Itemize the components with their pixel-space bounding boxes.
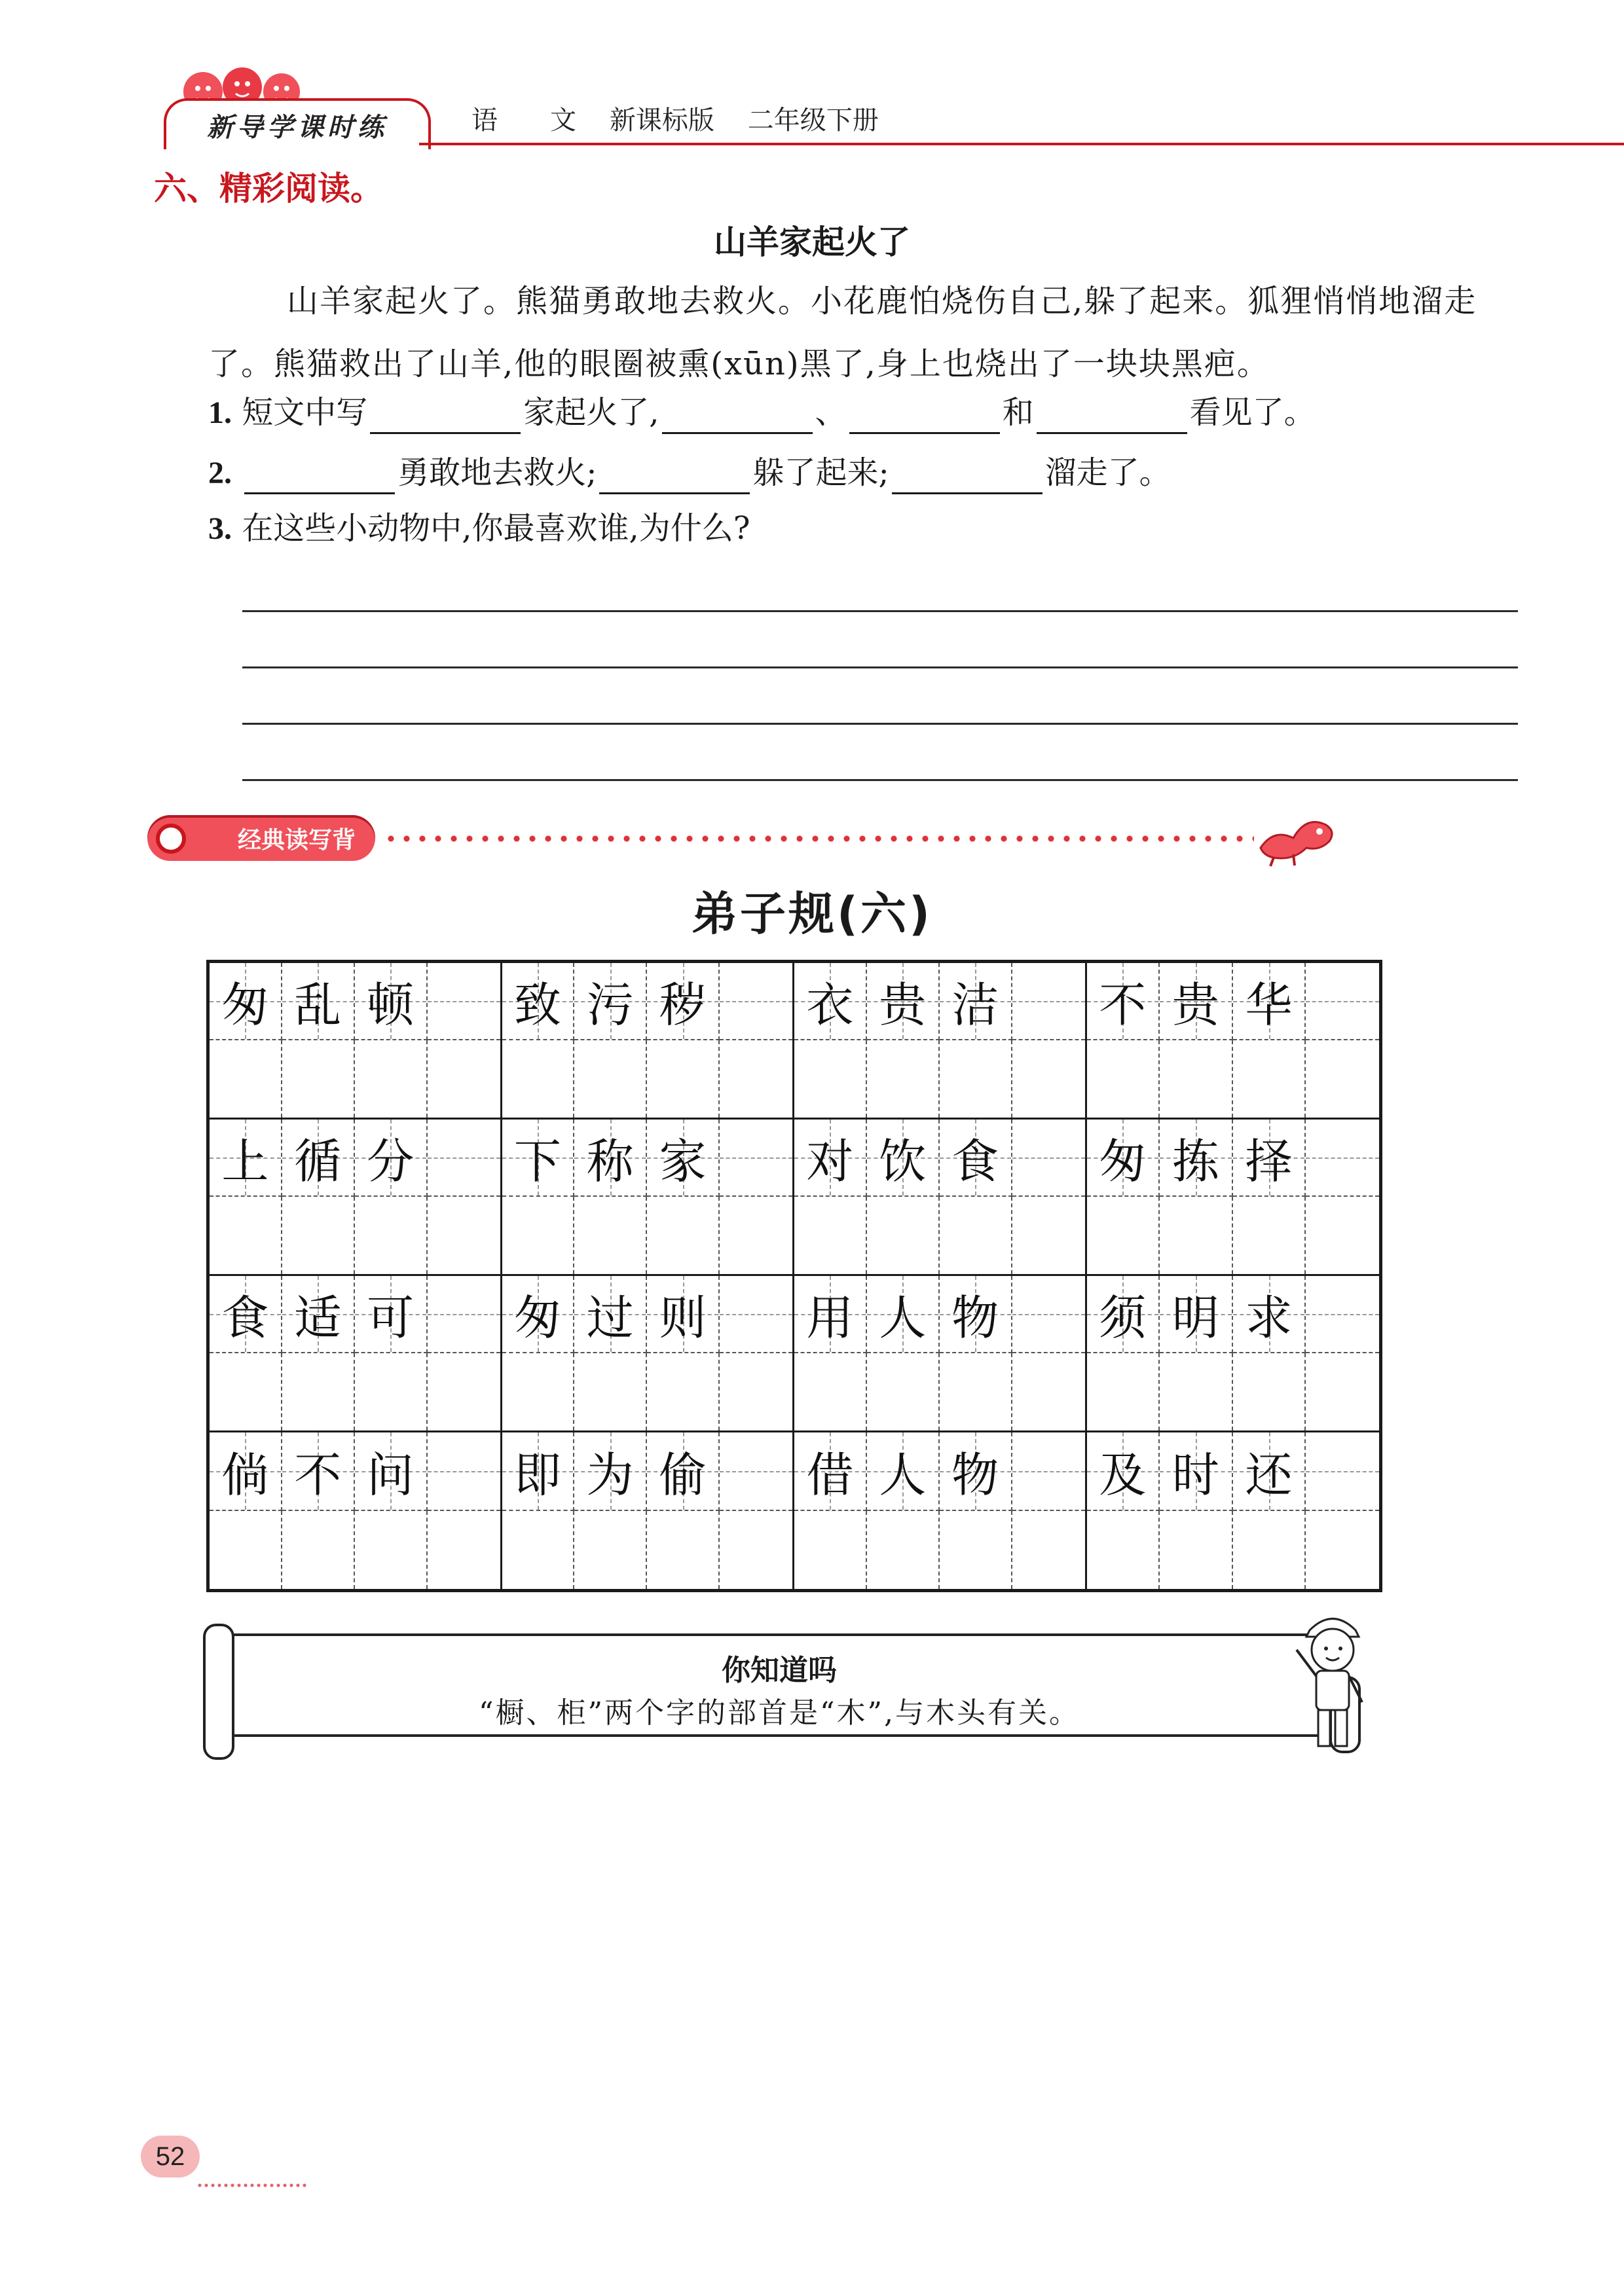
question-1 xyxy=(208,392,1316,434)
practice-cell[interactable] xyxy=(1012,1511,1085,1590)
grid-character xyxy=(647,1432,720,1511)
character-text: 不 xyxy=(294,1447,342,1503)
practice-cell[interactable] xyxy=(502,1353,575,1430)
character-text: 贵 xyxy=(879,977,927,1032)
grid-group xyxy=(1087,1432,1380,1589)
practice-cell[interactable] xyxy=(210,1040,282,1118)
grid-group xyxy=(502,1432,795,1589)
grid-character xyxy=(940,963,1012,1040)
practice-cell[interactable] xyxy=(1012,1120,1085,1197)
grid-character xyxy=(1160,963,1233,1040)
grid-character xyxy=(1233,1276,1306,1353)
series-info xyxy=(471,97,879,139)
character-text: 及 xyxy=(1099,1447,1147,1503)
did-you-know-text: “橱、柜”两个字的部首是“木”,与木头有关。 xyxy=(479,1696,1080,1730)
practice-cell[interactable] xyxy=(428,1276,500,1353)
grid-character xyxy=(282,1120,355,1197)
question-text: 家起火了, xyxy=(523,394,659,431)
question-3 xyxy=(208,507,750,550)
practice-cell[interactable] xyxy=(428,1511,500,1590)
answer-blank[interactable] xyxy=(892,460,1043,494)
grid-character xyxy=(1233,1432,1306,1511)
practice-cell[interactable] xyxy=(647,1040,720,1118)
practice-cell[interactable] xyxy=(720,1511,792,1590)
grid-character xyxy=(794,1276,867,1353)
practice-cell[interactable] xyxy=(210,1353,282,1430)
banner-disc-icon xyxy=(156,824,186,854)
character-text: 华 xyxy=(1245,977,1293,1032)
grid-character xyxy=(355,963,428,1040)
practice-cell[interactable] xyxy=(720,1040,792,1118)
practice-cell[interactable] xyxy=(1012,1353,1085,1430)
character-text: 顿 xyxy=(367,977,415,1032)
practice-cell[interactable] xyxy=(867,1353,940,1430)
question-text: 短文中写 xyxy=(242,394,368,431)
grid-character xyxy=(210,1432,282,1511)
practice-cell[interactable] xyxy=(574,1353,647,1430)
practice-cell[interactable] xyxy=(647,1353,720,1430)
character-text: 即 xyxy=(513,1447,561,1503)
grid-group xyxy=(794,1276,1087,1432)
practice-cell[interactable] xyxy=(355,1197,428,1274)
answer-blank[interactable] xyxy=(370,399,521,434)
grid-character xyxy=(355,1120,428,1197)
practice-cell[interactable] xyxy=(1087,1353,1160,1430)
practice-cell[interactable] xyxy=(1160,1197,1233,1274)
practice-cell[interactable] xyxy=(282,1511,355,1590)
practice-cell[interactable] xyxy=(1012,963,1085,1040)
practice-cell[interactable] xyxy=(428,1040,500,1118)
character-text: 污 xyxy=(586,977,634,1032)
grid-character xyxy=(355,1432,428,1511)
question-text: 和 xyxy=(1002,394,1034,431)
grid-character xyxy=(574,963,647,1040)
practice-cell[interactable] xyxy=(794,1511,867,1590)
grid-character xyxy=(282,1276,355,1353)
practice-cell[interactable] xyxy=(867,1197,940,1274)
character-text: 择 xyxy=(1245,1134,1293,1189)
question-number: 3. xyxy=(208,511,232,546)
grid-group xyxy=(210,1276,502,1432)
answer-blank[interactable] xyxy=(1037,399,1187,434)
character-text: 物 xyxy=(951,1447,999,1503)
practice-cell[interactable] xyxy=(428,1432,500,1511)
practice-cell[interactable] xyxy=(1160,1040,1233,1118)
practice-cell[interactable] xyxy=(1233,1040,1306,1118)
grid-character xyxy=(502,1432,575,1511)
grid-character xyxy=(574,1276,647,1353)
grid-group xyxy=(794,1432,1087,1589)
grid-character xyxy=(940,1432,1012,1511)
practice-cell[interactable] xyxy=(720,1120,792,1197)
character-text: 倘 xyxy=(221,1447,269,1503)
grid-character xyxy=(1087,1120,1160,1197)
grid-character xyxy=(1233,963,1306,1040)
grid-character xyxy=(282,963,355,1040)
question-text: 、 xyxy=(815,394,847,431)
character-text: 洁 xyxy=(951,977,999,1032)
character-text: 匆 xyxy=(1099,1134,1147,1189)
question-text: 躲了起来; xyxy=(752,454,889,491)
classic-banner: 经典读写背 xyxy=(147,815,375,861)
practice-cell[interactable] xyxy=(1306,1120,1379,1197)
grid-character xyxy=(1160,1120,1233,1197)
grid-character xyxy=(502,1120,575,1197)
character-text: 饮 xyxy=(879,1134,927,1189)
practice-cell[interactable] xyxy=(867,1040,940,1118)
practice-cell[interactable] xyxy=(502,1511,575,1590)
grid-group xyxy=(1087,1120,1380,1276)
character-text: 称 xyxy=(586,1134,634,1189)
practice-cell[interactable] xyxy=(720,1432,792,1511)
character-text: 可 xyxy=(367,1290,415,1345)
practice-cell[interactable] xyxy=(720,1353,792,1430)
grid-group xyxy=(502,1276,795,1432)
boy-cartoon-icon xyxy=(1287,1604,1378,1755)
grid-character xyxy=(502,1276,575,1353)
question-number: 2. xyxy=(208,456,232,490)
character-text: 为 xyxy=(586,1447,634,1503)
practice-cell[interactable] xyxy=(355,1040,428,1118)
answer-blank[interactable] xyxy=(849,399,1000,434)
character-text: 人 xyxy=(879,1290,927,1345)
practice-cell[interactable] xyxy=(720,1197,792,1274)
character-text: 致 xyxy=(513,977,561,1032)
practice-cell[interactable] xyxy=(355,1353,428,1430)
practice-cell[interactable] xyxy=(1012,1432,1085,1511)
character-text: 循 xyxy=(294,1134,342,1189)
practice-cell[interactable] xyxy=(1306,1197,1379,1274)
answer-blank[interactable] xyxy=(244,460,395,494)
practice-cell[interactable] xyxy=(794,1040,867,1118)
did-you-know-title: 你知道吗 xyxy=(722,1654,837,1687)
question-text: 溜走了。 xyxy=(1044,454,1171,491)
grid-character xyxy=(1160,1276,1233,1353)
grid-character xyxy=(867,963,940,1040)
character-text: 上 xyxy=(221,1134,269,1189)
practice-cell[interactable] xyxy=(1233,1511,1306,1590)
character-text: 借 xyxy=(806,1447,854,1503)
practice-cell[interactable] xyxy=(1160,1353,1233,1430)
grid-character xyxy=(355,1276,428,1353)
practice-cell[interactable] xyxy=(940,1040,1012,1118)
grid-character xyxy=(940,1276,1012,1353)
practice-cell[interactable] xyxy=(794,1353,867,1430)
character-text: 贵 xyxy=(1172,977,1219,1032)
practice-cell[interactable] xyxy=(720,1276,792,1353)
character-text: 食 xyxy=(221,1290,269,1345)
grid-group xyxy=(1087,1276,1380,1432)
grid-character xyxy=(282,1432,355,1511)
grid-character xyxy=(1160,1432,1233,1511)
edition: 新课标版 xyxy=(609,105,714,136)
practice-cell[interactable] xyxy=(355,1511,428,1590)
story-paragraph: 山羊家起火了。熊猫勇敢地去救火。小花鹿怕烧伤自己,躲了起来。狐狸悄悄地溜走了。熊猫救出了山羊,他的眼圈被熏(xūn)黑了,身上也烧出了一块块黑疤。 xyxy=(208,283,1477,382)
answer-blank[interactable] xyxy=(662,399,813,434)
practice-cell[interactable] xyxy=(1233,1197,1306,1274)
character-text: 家 xyxy=(659,1134,707,1189)
character-text: 对 xyxy=(806,1134,854,1189)
grid-character xyxy=(210,1120,282,1197)
writing-line[interactable] xyxy=(242,610,1518,612)
practice-cell[interactable] xyxy=(1012,1276,1085,1353)
grid-character xyxy=(794,963,867,1040)
character-text: 人 xyxy=(879,1447,927,1503)
grid-group xyxy=(210,1120,502,1276)
character-text: 偷 xyxy=(659,1447,707,1503)
character-text: 食 xyxy=(951,1134,999,1189)
practice-cell[interactable] xyxy=(1306,1511,1379,1590)
question-number: 1. xyxy=(208,395,232,430)
header-rule xyxy=(419,143,1624,145)
character-writing-grid xyxy=(206,960,1382,1592)
practice-cell[interactable] xyxy=(940,1197,1012,1274)
grid-character xyxy=(794,1120,867,1197)
character-text: 拣 xyxy=(1172,1134,1219,1189)
grid-character xyxy=(647,963,720,1040)
grid-group xyxy=(502,1120,795,1276)
grid-character xyxy=(867,1276,940,1353)
character-text: 匆 xyxy=(221,977,269,1032)
grade: 二年级下册 xyxy=(747,105,879,136)
grid-group xyxy=(794,1120,1087,1276)
character-text: 用 xyxy=(806,1290,854,1345)
writing-line[interactable] xyxy=(242,779,1518,781)
practice-cell[interactable] xyxy=(428,1120,500,1197)
practice-cell[interactable] xyxy=(720,963,792,1040)
dotted-divider xyxy=(383,835,1254,842)
grid-character xyxy=(794,1432,867,1511)
character-text: 乱 xyxy=(294,977,342,1032)
grid-character xyxy=(574,1120,647,1197)
practice-cell[interactable] xyxy=(1087,1511,1160,1590)
character-text: 还 xyxy=(1245,1447,1293,1503)
section-title-reading: 六、精彩阅读。 xyxy=(154,170,383,208)
practice-cell[interactable] xyxy=(574,1197,647,1274)
practice-cell[interactable] xyxy=(428,963,500,1040)
practice-cell[interactable] xyxy=(1306,1353,1379,1430)
grid-character xyxy=(940,1120,1012,1197)
practice-cell[interactable] xyxy=(282,1353,355,1430)
grid-character xyxy=(867,1432,940,1511)
practice-cell[interactable] xyxy=(1306,1276,1379,1353)
brand-tab: 新导学课时练 xyxy=(164,98,431,149)
grid-group xyxy=(210,963,502,1120)
practice-cell[interactable] xyxy=(647,1511,720,1590)
character-text: 匆 xyxy=(513,1290,561,1345)
practice-cell[interactable] xyxy=(574,1511,647,1590)
grid-character xyxy=(1087,1276,1160,1353)
practice-cell[interactable] xyxy=(502,1040,575,1118)
story-title: 山羊家起火了 xyxy=(714,223,910,261)
grid-character xyxy=(647,1120,720,1197)
footer-dots xyxy=(196,2183,308,2187)
character-text: 时 xyxy=(1172,1447,1219,1503)
practice-cell[interactable] xyxy=(210,1511,282,1590)
writing-line[interactable] xyxy=(242,723,1518,725)
character-text: 适 xyxy=(294,1290,342,1345)
character-text: 不 xyxy=(1099,977,1147,1032)
grid-group xyxy=(1087,963,1380,1120)
practice-cell[interactable] xyxy=(1087,1197,1160,1274)
writing-line[interactable] xyxy=(242,666,1518,668)
practice-cell[interactable] xyxy=(647,1197,720,1274)
character-text: 分 xyxy=(367,1134,415,1189)
practice-cell[interactable] xyxy=(1306,1432,1379,1511)
grid-character xyxy=(1087,963,1160,1040)
practice-cell[interactable] xyxy=(1233,1353,1306,1430)
character-text: 问 xyxy=(367,1447,415,1503)
grid-character xyxy=(210,963,282,1040)
practice-cell[interactable] xyxy=(1306,963,1379,1040)
character-text: 衣 xyxy=(806,977,854,1032)
character-text: 过 xyxy=(586,1290,634,1345)
grid-character xyxy=(1233,1120,1306,1197)
practice-cell[interactable] xyxy=(282,1040,355,1118)
practice-cell[interactable] xyxy=(1160,1511,1233,1590)
question-text: 看见了。 xyxy=(1189,394,1316,431)
subject: 语 文 xyxy=(471,105,576,136)
grid-character xyxy=(502,963,575,1040)
character-text: 物 xyxy=(951,1290,999,1345)
grid-character xyxy=(647,1276,720,1353)
grid-group xyxy=(210,1432,502,1589)
page-number: 52 xyxy=(141,2136,200,2178)
grid-character xyxy=(574,1432,647,1511)
character-text: 下 xyxy=(513,1134,561,1189)
practice-cell[interactable] xyxy=(282,1197,355,1274)
question-text: 勇敢地去救火; xyxy=(397,454,597,491)
answer-blank[interactable] xyxy=(599,460,750,494)
grid-character xyxy=(1087,1432,1160,1511)
character-text: 须 xyxy=(1099,1290,1147,1345)
grid-group xyxy=(794,963,1087,1120)
practice-cell[interactable] xyxy=(574,1040,647,1118)
practice-cell[interactable] xyxy=(210,1197,282,1274)
grid-group xyxy=(502,963,795,1120)
practice-cell[interactable] xyxy=(1012,1197,1085,1274)
character-text: 秽 xyxy=(659,977,707,1032)
practice-cell[interactable] xyxy=(1306,1040,1379,1118)
question-text: 在这些小动物中,你最喜欢谁,为什么? xyxy=(242,510,750,547)
practice-cell[interactable] xyxy=(940,1353,1012,1430)
practice-cell[interactable] xyxy=(940,1511,1012,1590)
dragon-mascot-icon xyxy=(1254,802,1339,867)
character-text: 则 xyxy=(659,1290,707,1345)
grid-character xyxy=(210,1276,282,1353)
practice-cell[interactable] xyxy=(1012,1040,1085,1118)
character-text: 求 xyxy=(1245,1290,1293,1345)
practice-cell[interactable] xyxy=(1087,1040,1160,1118)
practice-cell[interactable] xyxy=(867,1511,940,1590)
poem-title: 弟子规(六) xyxy=(692,887,932,941)
question-2 xyxy=(208,452,1171,494)
practice-cell[interactable] xyxy=(428,1197,500,1274)
practice-cell[interactable] xyxy=(502,1197,575,1274)
character-text: 明 xyxy=(1172,1290,1219,1345)
practice-cell[interactable] xyxy=(794,1197,867,1274)
grid-character xyxy=(867,1120,940,1197)
practice-cell[interactable] xyxy=(428,1353,500,1430)
